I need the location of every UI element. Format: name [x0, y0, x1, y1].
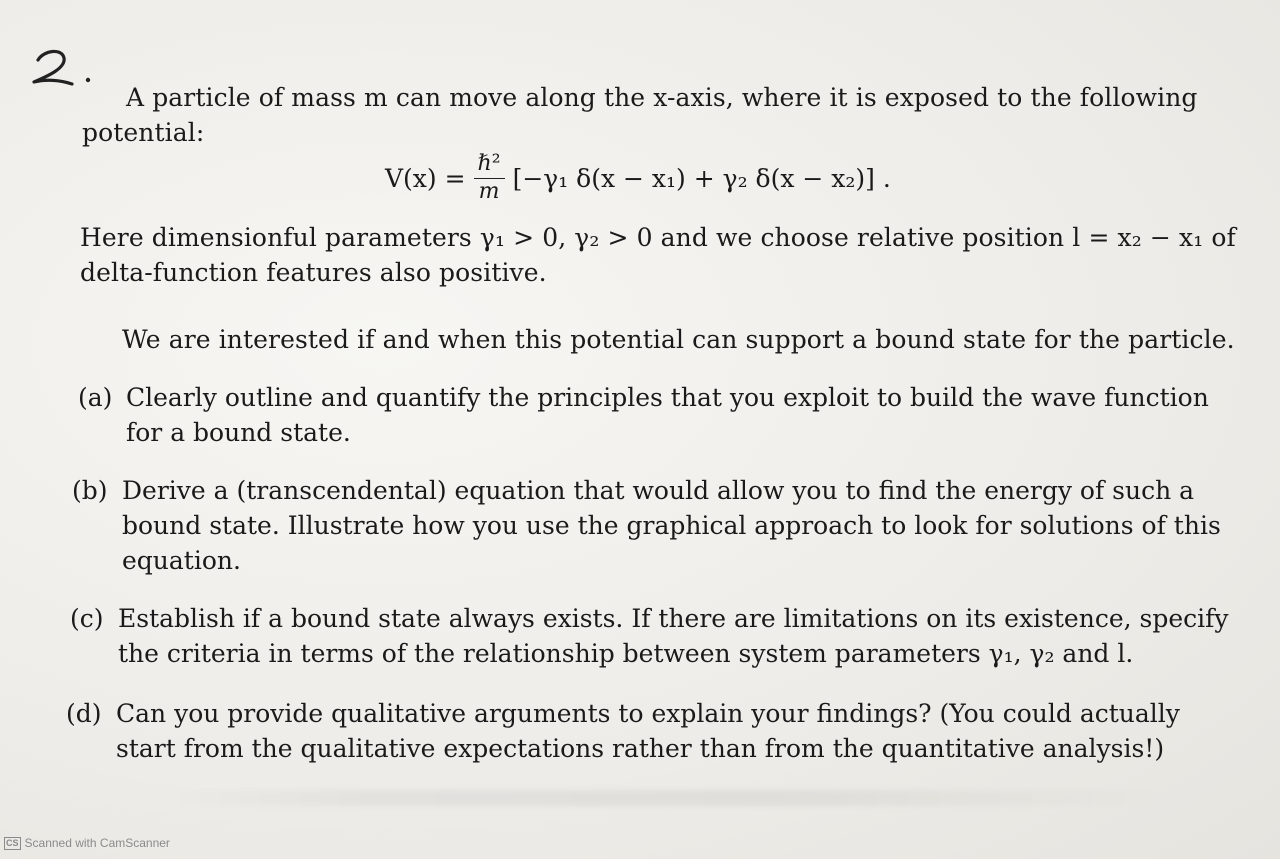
- camscanner-watermark: [4, 836, 170, 850]
- fraction-numerator: ℏ²: [474, 152, 505, 179]
- part-a-line-1: Clearly outline and quantify the principles that you exploit to build the wave function: [126, 383, 1209, 412]
- equation-rhs: [−γ₁ δ(x − x₁) + γ₂ δ(x − x₂)] .: [512, 163, 891, 193]
- intro-paragraph: [82, 80, 1202, 150]
- part-c-text: [118, 601, 1229, 671]
- part-b-line-1: Derive a (transcendental) equation that would allow you to find the energy of such a: [122, 476, 1195, 505]
- fraction-denominator: m: [478, 178, 500, 204]
- part-c-label: (c): [70, 604, 104, 633]
- part-b-line-2: bound state. Illustrate how you use the graphical approach to look for solutions of this: [122, 511, 1221, 540]
- params-line-2: delta-function features also positive.: [80, 258, 547, 287]
- intro-line-2: potential:: [82, 118, 205, 147]
- params-line-1: Here dimensionful parameters γ₁ > 0, γ₂ > 0 and we choose relative position l = x₂ − x₁ of: [80, 223, 1236, 252]
- part-c-line-1: Establish if a bound state always exists. If there are limitations on its existence, specify: [118, 604, 1229, 633]
- bleed-through-smudge: [170, 790, 1170, 806]
- part-b-line-3: equation.: [122, 546, 241, 575]
- equation-fraction: [474, 152, 505, 205]
- equation-lhs: V(x) =: [385, 163, 466, 193]
- part-b-label: (b): [72, 476, 108, 505]
- part-d-text: [116, 696, 1180, 766]
- part-d-line-2: start from the qualitative expectations rather than from the quantitative analysis!): [116, 734, 1165, 763]
- parameters-paragraph: [80, 220, 1236, 290]
- part-c-line-2: the criteria in terms of the relationship between system parameters γ₁, γ₂ and l.: [118, 639, 1134, 668]
- intro-line-1: A particle of mass m can move along the x-axis, where it is exposed to the following: [126, 83, 1198, 112]
- interest-statement: We are interested if and when this potential can support a bound state for the particle.: [122, 325, 1235, 354]
- part-a-label: (a): [78, 383, 113, 412]
- watermark-text: Scanned with CamScanner: [24, 836, 170, 850]
- camscanner-logo-icon: CS: [6, 837, 19, 848]
- potential-equation: [385, 143, 891, 213]
- part-a-text: [126, 380, 1209, 450]
- part-a-line-2: for a bound state.: [126, 418, 351, 447]
- part-d-line-1: Can you provide qualitative arguments to explain your findings? (You could actually: [116, 699, 1180, 728]
- part-b-text: [122, 473, 1221, 578]
- part-d-label: (d): [66, 699, 102, 728]
